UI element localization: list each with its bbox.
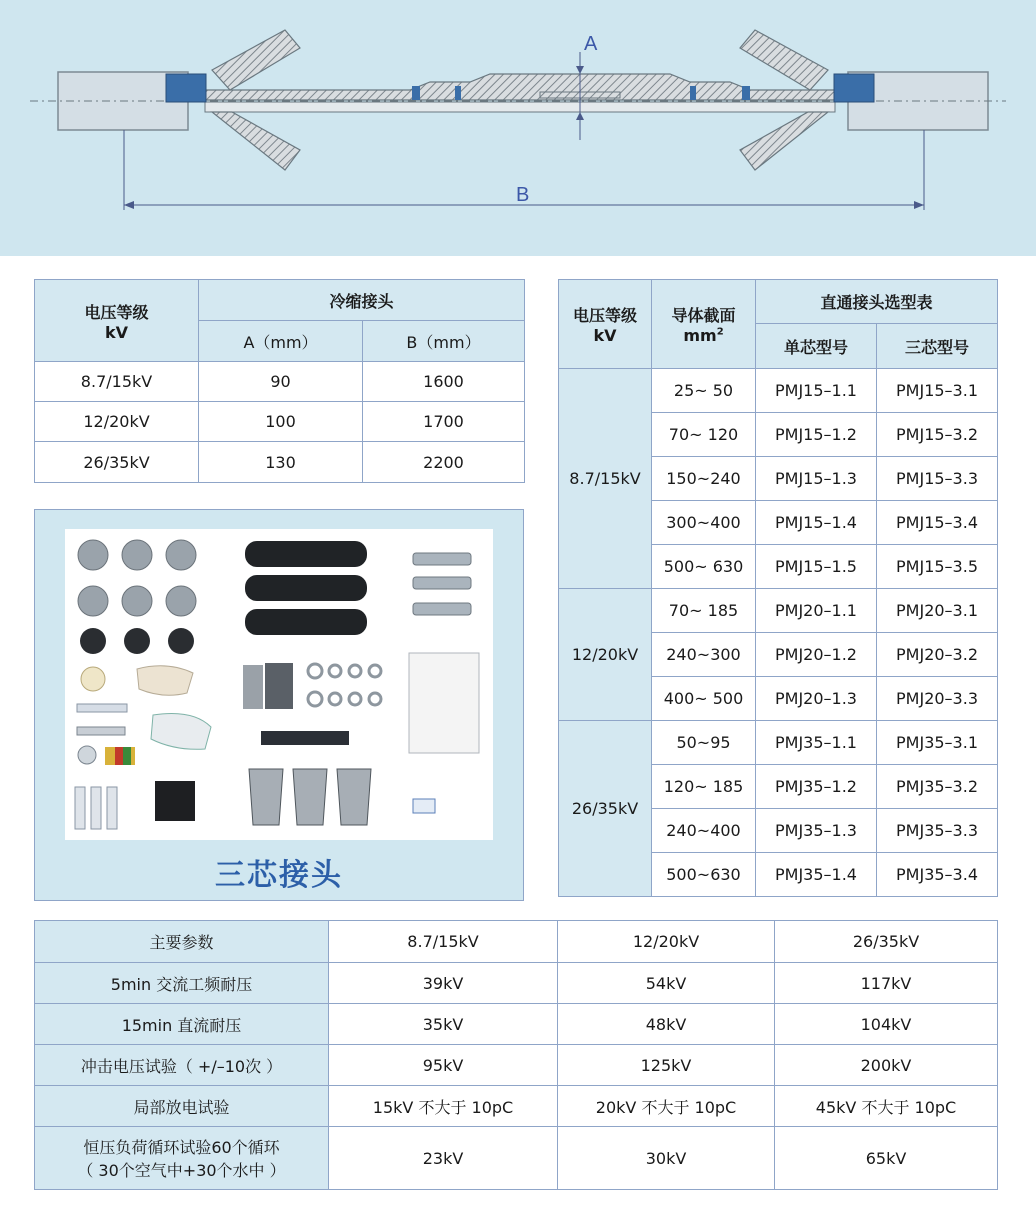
sleeve-bottom [205, 102, 835, 112]
kit-photo [65, 529, 493, 840]
table-row: 8.7/15kV 25~ 50 PMJ15–1.1 PMJ15–3.1 [559, 369, 998, 413]
dimension-label-b: B [516, 184, 530, 206]
table-row: 400~ 500 PMJ20–1.3 PMJ20–3.3 [559, 677, 998, 721]
kit-components-illustration [65, 529, 493, 840]
table-row: 500~ 630 PMJ15–1.5 PMJ15–3.5 [559, 545, 998, 589]
table-row: 8.7/15kV 90 1600 [35, 362, 525, 402]
header-cold-shrink: 冷缩接头 [199, 280, 525, 321]
table-row: 500~630 PMJ35–1.4 PMJ35–3.4 [559, 853, 998, 897]
table-row: 12/20kV 70~ 185 PMJ20–1.1 PMJ20–3.1 [559, 589, 998, 633]
header-a: A（mm） [199, 321, 363, 362]
header-b: B（mm） [363, 321, 525, 362]
left-upper-arm [212, 30, 300, 90]
joint-cross-section-diagram [0, 0, 1036, 256]
dimension-label-a: A [584, 33, 598, 55]
sleeve-top [205, 74, 835, 100]
voltage-cell: 12/20kV [559, 589, 652, 721]
table-row: 240~400 PMJ35–1.3 PMJ35–3.3 [559, 809, 998, 853]
header-single-core: 单芯型号 [756, 324, 877, 369]
table-row: 150~240 PMJ15–1.3 PMJ15–3.3 [559, 457, 998, 501]
right-lower-arm [740, 112, 828, 170]
table-row: 恒压负荷循环试验60个循环 （ 30个空气中+30个水中 ） 23kV 30kV 65kV [35, 1127, 998, 1190]
kit-caption: 三芯接头 [215, 858, 343, 893]
table-row: 局部放电试验 15kV 不大于 10pC 20kV 不大于 10pC 45kV 不大于 10pC [35, 1086, 998, 1127]
table-row: 240~300 PMJ20–1.2 PMJ20–3.2 [559, 633, 998, 677]
model-selection-table [558, 279, 998, 897]
left-stress-cone [166, 74, 206, 102]
joint-drawing [0, 0, 1036, 256]
dimension-table [34, 279, 525, 483]
table-row: 冲击电压试验（ +/–10次 ） 95kV 125kV 200kV [35, 1045, 998, 1086]
left-lower-arm [212, 112, 300, 170]
right-upper-arm [740, 30, 828, 90]
right-stress-cone [834, 74, 874, 102]
header-conductor-section: 导体截面 $mm^2$ [652, 280, 756, 369]
table-row: 12/20kV 100 1700 [35, 402, 525, 442]
voltage-cell: 8.7/15kV [559, 369, 652, 589]
table-row: 26/35kV 50~95 PMJ35–1.1 PMJ35–3.1 [559, 721, 998, 765]
table-row: 15min 直流耐压 35kV 48kV 104kV [35, 1004, 998, 1045]
table-row: 120~ 185 PMJ35–1.2 PMJ35–3.2 [559, 765, 998, 809]
header-selection: 直通接头选型表 [756, 280, 998, 324]
parameters-table [34, 920, 998, 1190]
voltage-cell: 26/35kV [559, 721, 652, 897]
table-header-row: 主要参数 8.7/15kV 12/20kV 26/35kV [35, 921, 998, 963]
table-row: 300~400 PMJ15–1.4 PMJ15–3.4 [559, 501, 998, 545]
table-row: 70~ 120 PMJ15–1.2 PMJ15–3.2 [559, 413, 998, 457]
header-voltage: 电压等级 kV [35, 280, 199, 362]
header-three-core: 三芯型号 [877, 324, 998, 369]
kit-photo-panel [34, 509, 524, 901]
header-voltage: 电压等级 kV [559, 280, 652, 369]
table-row: 5min 交流工频耐压 39kV 54kV 117kV [35, 963, 998, 1004]
table-row: 26/35kV 130 2200 [35, 442, 525, 483]
